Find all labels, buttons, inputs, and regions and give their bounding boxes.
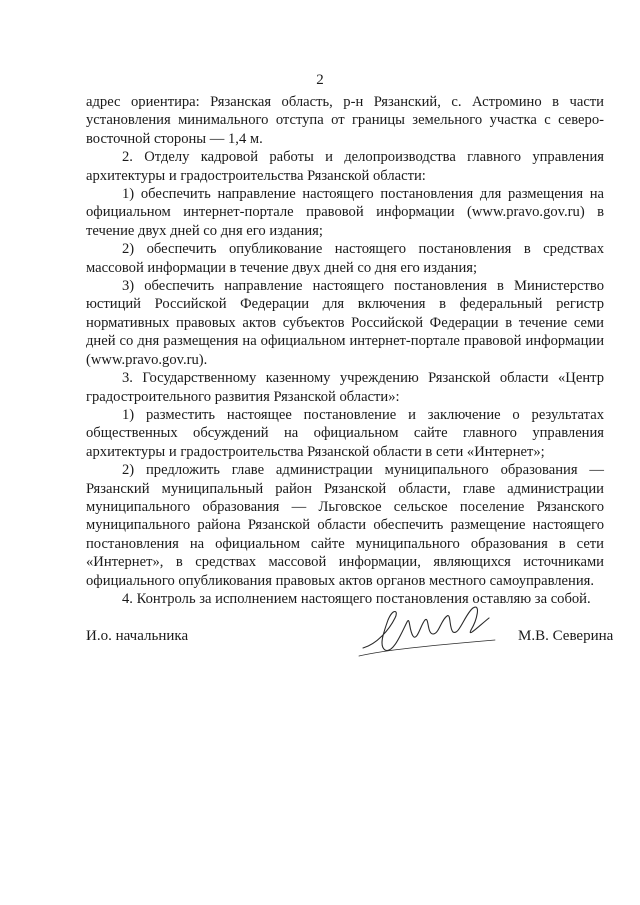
paragraph-address-continuation: адрес ориентира: Рязанская область, р-н Рязанский, с. Астромино в части установления минимального отступа от границы земельного участка с северо-восточной стороны — 1,4 м. xyxy=(86,94,604,147)
signer-role: И.о. начальника xyxy=(86,628,189,644)
paragraph-item-2-3: 3) обеспечить направление настоящего постановления в Министерство юстиций Российской Федерации для включения в федеральный регистр нормативных правовых актов субъектов Российской Федерации в течение семи дней со дня размещения на официальном интернет-портале правовой информации (www.pravo.gov.ru). xyxy=(86,278,604,368)
paragraph-item-3-1: 1) разместить настоящее постановление и заключение о результатах общественных обсуждений на официальном сайте главного управления архитектуры и градостроительства Рязанской области в сети «Интернет»; xyxy=(86,406,604,460)
paragraph-item-3: 3. Государственному казенному учреждению Рязанской области «Центр градостроительного развития Рязанской области»: xyxy=(86,370,604,405)
paragraph-item-3-2: 2) предложить главе администрации муниципального образования — Рязанский муниципальный район Рязанской области, главе администрации муниципального образования — Льговское сельское поселение Рязанского муниципального района Рязанской области обеспечить размещение настоящего постановления на официальном сайте муниципального образования в сети «Интернет», в средствах массовой информации, являющихся источниками официального опубликования правовых актов органов местного самоуправления. xyxy=(86,462,604,589)
paragraph-item-2-1: 1) обеспечить направление настоящего постановления для размещения на официальном интернет-портале правовой информации (www.pravo.gov.ru) в течение двух дней со дня его издания; xyxy=(86,186,604,239)
paragraph-item-4: 4. Контроль за исполнением настоящего постановления оставляю за собой. xyxy=(122,590,591,607)
paragraph-item-2-2: 2) обеспечить опубликование настоящего постановления в средствах массовой информации в течение двух дней со дня его издания; xyxy=(86,241,604,276)
signer-name: М.В. Северина xyxy=(518,628,614,644)
paragraph-item-2: 2. Отделу кадровой работы и делопроизводства главного управления архитектуры и градостроительства Рязанской области: xyxy=(86,149,604,184)
document-body xyxy=(86,93,604,608)
page-number: 2 xyxy=(316,72,324,88)
handwritten-signature xyxy=(355,600,505,662)
